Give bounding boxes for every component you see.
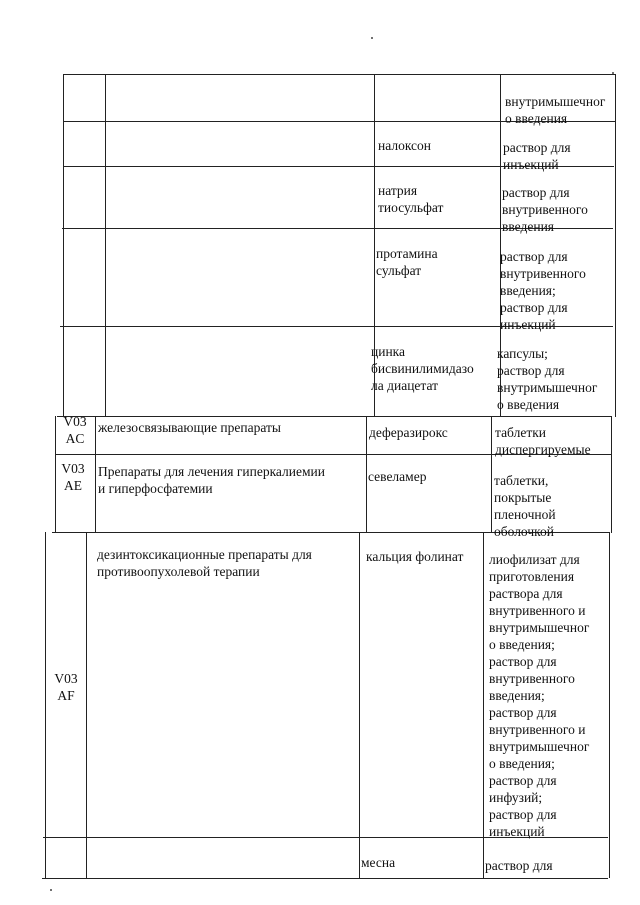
dosage-form-cell: раствор для внутривенного введения [502,185,588,234]
table-bottom-edge [42,878,608,879]
drug-name-cell: цинка бисвинилимидазо ла диацетат [371,344,474,393]
dosage-form-cell: таблетки, покрытые пленочной оболочкой [494,473,556,539]
table-right-border [615,74,616,417]
dosage-form-cell: лиофилизат для приготовления раствора для внутривенного и внутримышечног о введения; раствор для внутривенного введения; раствор для внутривенного и внутримышечног о введения; раствор для инфузий; раствор для инъекций [489,552,590,839]
scan-speck [50,889,52,891]
dosage-form-cell: внутримышечног о введения [505,94,606,126]
group-name-cell: дезинтоксикационные препараты для противоопухолевой терапии [97,547,312,579]
drug-name-cell: месна [361,855,396,870]
group-name-cell: Препараты для лечения гиперкалиемии и гиперфосфатемии [98,464,325,496]
drug-name-cell: налоксон [378,138,432,153]
dosage-form-cell: капсулы; раствор для внутримышечног о введения [497,346,598,412]
atc-code-cell: V03 AC [63,414,87,446]
drug-name-cell: кальция фолинат [366,549,464,564]
column-divider-group [366,416,367,533]
dosage-form-cell: раствор для инъекций [503,140,571,172]
atc-code-cell: V03 AE [61,461,85,493]
table-right-border [609,532,610,878]
drug-name-cell: натрия тиосульфат [378,183,444,215]
group-name-cell: железосвязывающие препараты [98,420,281,435]
column-divider-code [95,416,96,533]
table-left-border [63,74,64,417]
dosage-form-cell: раствор для [485,858,553,873]
scan-speck [371,37,373,39]
column-divider-code [105,74,106,417]
drug-name-cell: протамина сульфат [376,246,438,278]
column-divider-drug [491,416,492,533]
column-divider-code [86,532,87,878]
column-divider-drug [483,532,484,878]
column-divider-group [359,532,360,878]
atc-code-cell: V03 AF [54,671,78,703]
drug-name-cell: севеламер [368,469,427,484]
table-left-border [45,532,46,878]
dosage-form-cell: таблетки диспергируемые [495,425,591,457]
drug-name-cell: деферазирокс [369,425,448,440]
row-divider [57,416,612,417]
table-right-border [611,416,612,533]
dosage-form-cell: раствор для внутривенного введения; раствор для инъекций [500,249,586,332]
table-top-border [63,74,616,75]
